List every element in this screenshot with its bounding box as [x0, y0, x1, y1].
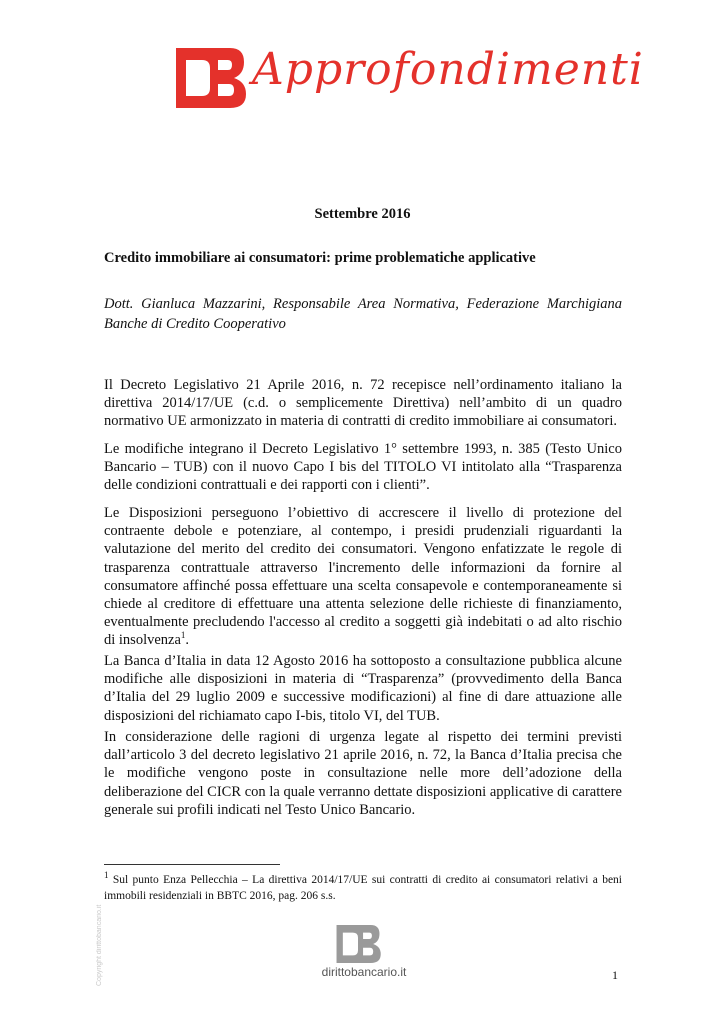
- page-number: 1: [612, 968, 618, 982]
- paragraph: La Banca d’Italia in data 12 Agosto 2016 ha sottoposto a consultazione pubblica alcune modifiche alle disposizioni in materia di “Trasparenza” (provvedimento della Banca d’Italia del 29 luglio 2009 e successive modificazioni) al fine di dare attuazione alle disposizioni del richiamato capo I-bis, titolo VI, del TUB.: [104, 653, 622, 724]
- paragraph-text: Le Disposizioni perseguono l’obiettivo di accrescere il livello di protezione del contraente debole e potenziare, al contempo, i presidi prudenziali riguardanti la valutazione del merito del credito dei consumatori. Vengono enfatizzate le regole di trasparenza contrattuale attraverso l'incremento delle informazioni da fornire al consumatore affinché possa effettuare una scelta consapevole e contemporaneamente si chiede al creditore di effettuare una attenta selezione delle richieste di finanziamento, eventualmente precludendo l'accesso al credito a soggetti già indebitati o ad alto rischio di insolvenza: [104, 505, 622, 649]
- footnote-text: Sul punto Enza Pellecchia – La direttiva 2014/17/UE sui contratti di credito ai consumatori relativi a beni immobili residenziali in BBTC 2016, pag. 206 s.s.: [104, 874, 623, 902]
- document-author: Dott. Gianluca Mazzarini, Responsabile Area Normativa, Federazione Marchigiana Banche di Credito Cooperativo: [104, 296, 622, 332]
- paragraph: Il Decreto Legislativo 21 Aprile 2016, n. 72 recepisce nell’ordinamento italiano la direttiva 2014/17/UE (c.d. o semplicemente Direttiva) nell’ambito di un quadro normativo UE armonizzato in materia di contratti di credito immobiliare ai consumatori.: [104, 377, 622, 430]
- footer-logo-icon: [334, 922, 382, 966]
- footnote-reference[interactable]: 1: [180, 630, 186, 641]
- paragraph: Le modifiche integrano il Decreto Legislativo 1° settembre 1993, n. 385 (Testo Unico Bancario – TUB) con il nuovo Capo I bis del TITOLO VI intitolato alla “Trasparenza delle condizioni contrattuali e dei rapporti con i clienti”.: [104, 441, 622, 494]
- footnote: [104, 872, 622, 904]
- header-wordmark: Approfondimenti: [252, 44, 644, 95]
- document-title: Credito immobiliare ai consumatori: prime problematiche applicative: [104, 250, 536, 266]
- footnote-number: 1: [104, 870, 109, 881]
- paragraph: Le Disposizioni perseguono l’obiettivo di accrescere il livello di protezione del contraente debole e potenziare, al contempo, i presidi prudenziali riguardanti la valutazione del merito del credito dei consumatori. Vengono enfatizzate le regole di trasparenza contrattuale attraverso l'incremento delle informazioni da fornire al consumatore affinché possa effettuare una scelta consapevole e contemporaneamente si chiede al creditore di effettuare una attenta selezione delle richieste di finanziamento, eventualmente precludendo l'accesso al credito a soggetti già indebitati o ad alto rischio di insolvenza$^1$.: [104, 505, 622, 649]
- copyright-notice: Copyright dirittobancario.it: [96, 904, 103, 986]
- db-logo-icon: [172, 44, 248, 112]
- footer-site-name: dirittobancario.it: [321, 965, 407, 979]
- paragraph: In considerazione delle ragioni di urgenza legate al rispetto dei termini previsti dall’articolo 3 del decreto legislativo 21 aprile 2016, n. 72, la Banca d’Italia precisa che le modifiche vengono poste in consultazione nelle more dell’adozione della deliberazione del CICR con la quale verranno dettate disposizioni applicative di carattere generale sui profili indicati nel Testo Unico Bancario.: [104, 729, 622, 818]
- document-date: Settembre 2016: [314, 206, 411, 222]
- footnote-divider: [104, 864, 280, 865]
